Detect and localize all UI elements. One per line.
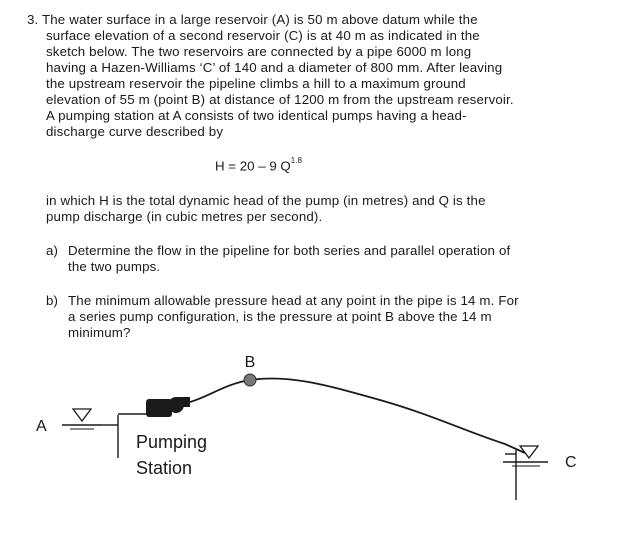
label-a: A	[36, 418, 47, 435]
part-b-line-1: The minimum allowable pressure head at any point in the pipe is 14 m. For	[68, 293, 519, 308]
reservoir-a	[62, 409, 102, 429]
intro-line-7: A pumping station at A consists of two identical pumps having a head-	[46, 108, 467, 123]
label-c: C	[565, 454, 577, 471]
after-line-2: pump discharge (in cubic metres per second).	[46, 209, 323, 224]
part-b-line-2: a series pump configuration, is the pressure at point B above the 14 m	[68, 309, 492, 324]
station-label-line-2: Station	[136, 458, 193, 478]
part-a-label: a)	[46, 243, 59, 258]
reservoir-c	[503, 446, 548, 500]
part-a-line-1: Determine the flow in the pipeline for both series and parallel operation of	[68, 243, 511, 258]
station-label-line-1: Pumping	[136, 432, 208, 452]
intro-line-3: sketch below. The two reservoirs are connected by a pipe 6000 m long	[46, 44, 472, 59]
intro-line-5: the upstream reservoir the pipeline climbs a hill to a maximum ground	[46, 76, 466, 91]
equation-base: H = 20 – 9 Q	[215, 158, 291, 174]
equation-exponent: 1.8	[290, 156, 302, 165]
after-line-1: in which H is the total dynamic head of the pump (in metres) and Q is the	[46, 193, 486, 208]
intro-line-2: surface elevation of a second reservoir (C) is at 40 m as indicated in the	[46, 28, 480, 43]
label-b: B	[244, 354, 256, 371]
pipeline-profile	[190, 378, 525, 453]
intro-line-8: discharge curve described by	[46, 124, 224, 139]
intro-line-4: having a Hazen-Williams ‘C’ of 140 and a diameter of 800 mm. After leaving	[46, 60, 503, 75]
pump-icon	[146, 397, 190, 417]
intro-line-6: elevation of 55 m (point B) at distance of 1200 m from the upstream reservoir.	[46, 92, 514, 107]
part-b-label: b)	[46, 293, 59, 308]
part-a-line-2: the two pumps.	[68, 259, 161, 274]
part-b-line-3: minimum?	[68, 325, 131, 340]
intro-line-1: 3. The water surface in a large reservoir (A) is 50 m above datum while the	[27, 12, 478, 27]
point-b-marker	[244, 374, 256, 386]
water-level-triangle-a-icon	[73, 409, 91, 421]
